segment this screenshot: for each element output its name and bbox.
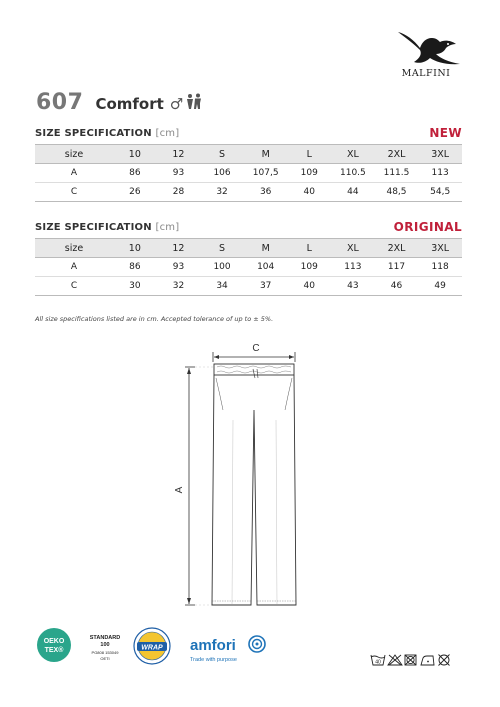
table-cell: 109 <box>287 164 331 183</box>
svg-text:OEKO: OEKO <box>43 638 65 645</box>
table-cell: A <box>35 164 113 183</box>
tumble-dry-icon <box>405 655 416 665</box>
table-cell: 26 <box>113 183 157 202</box>
table-cell: 118 <box>418 258 462 277</box>
table-cell: 44 <box>331 183 375 202</box>
table-cell: 40 <box>287 183 331 202</box>
table-cell: 106 <box>200 164 244 183</box>
table-cell: 28 <box>157 183 201 202</box>
header-cell: XL <box>331 145 375 164</box>
header-cell: 3XL <box>418 145 462 164</box>
table-cell: 32 <box>157 277 201 296</box>
spec-section-new <box>35 126 462 202</box>
table-cell: 86 <box>113 258 157 277</box>
header-cell: 10 <box>113 145 157 164</box>
header-cell: 10 <box>113 239 157 258</box>
table-cell: A <box>35 258 113 277</box>
kids-icon <box>185 93 203 113</box>
header-cell: 3XL <box>418 239 462 258</box>
dimension-a-label: A <box>174 486 185 494</box>
header-cell: M <box>244 145 288 164</box>
table-cell: 43 <box>331 277 375 296</box>
no-bleach-icon <box>388 655 402 665</box>
table-header-row <box>35 239 462 258</box>
header-cell: XL <box>331 239 375 258</box>
table-row <box>35 277 462 296</box>
table-cell: 109 <box>287 258 331 277</box>
table-row <box>35 258 462 277</box>
table-cell: 54,5 <box>418 183 462 202</box>
unit-label: [cm] <box>155 128 180 139</box>
table-cell: 48,5 <box>375 183 419 202</box>
table-header-row <box>35 145 462 164</box>
header-cell: 2XL <box>375 145 419 164</box>
table-cell: 111.5 <box>375 164 419 183</box>
table-cell: 100 <box>200 258 244 277</box>
table-cell: 37 <box>244 277 288 296</box>
iron-low-icon <box>421 656 434 665</box>
eagle-icon <box>396 28 464 68</box>
svg-text:STANDARD: STANDARD <box>89 635 121 641</box>
brand-logo <box>386 28 466 83</box>
svg-text:100: 100 <box>100 642 110 648</box>
section-label: SIZE SPECIFICATION [cm] <box>35 222 180 233</box>
no-dry-clean-icon <box>439 655 450 666</box>
svg-text:OETI: OETI <box>100 656 110 661</box>
header-cell: 2XL <box>375 239 419 258</box>
table-cell: 49 <box>418 277 462 296</box>
header-cell: M <box>244 239 288 258</box>
status-label-original: ORIGINAL <box>393 220 462 234</box>
certifications-bar <box>35 625 465 675</box>
trousers-diagram <box>165 340 335 620</box>
table-cell: 113 <box>418 164 462 183</box>
male-icon: ♂ <box>169 95 184 113</box>
table-cell: 34 <box>200 277 244 296</box>
product-code: 607 <box>36 90 84 115</box>
svg-text:amfori: amfori <box>190 637 236 654</box>
amfori-logo <box>190 636 265 663</box>
table-cell: 86 <box>113 164 157 183</box>
spec-section-original <box>35 220 462 296</box>
product-title <box>36 90 203 118</box>
table-row <box>35 183 462 202</box>
table-cell: C <box>35 183 113 202</box>
header-cell: S <box>200 239 244 258</box>
table-cell: 40 <box>287 277 331 296</box>
table-cell: 104 <box>244 258 288 277</box>
header-cell: 12 <box>157 145 201 164</box>
svg-text:TEX®: TEX® <box>44 647 64 654</box>
wrap-logo <box>134 628 170 664</box>
table-cell: 46 <box>375 277 419 296</box>
dimension-c-label: C <box>252 343 260 354</box>
table-cell: 93 <box>157 258 201 277</box>
svg-text:WRAP: WRAP <box>141 644 163 652</box>
oeko-tex-logo <box>37 628 120 662</box>
unit-label: [cm] <box>155 222 180 233</box>
header-cell: L <box>287 145 331 164</box>
table-cell: 117 <box>375 258 419 277</box>
table-cell: 30 <box>113 277 157 296</box>
header-cell: size <box>35 239 113 258</box>
table-cell: 107,5 <box>244 164 288 183</box>
status-label-new: NEW <box>429 126 462 140</box>
size-table-new <box>35 144 462 202</box>
table-cell: 113 <box>331 258 375 277</box>
table-cell: C <box>35 277 113 296</box>
header-cell: L <box>287 239 331 258</box>
header-cell: size <box>35 145 113 164</box>
brand-name: MALFINI <box>401 68 451 79</box>
svg-text:40: 40 <box>375 659 381 666</box>
table-cell: 36 <box>244 183 288 202</box>
table-cell: 110.5 <box>331 164 375 183</box>
wash-40-icon <box>371 655 385 666</box>
section-label: SIZE SPECIFICATION [cm] <box>35 128 180 139</box>
header-cell: S <box>200 145 244 164</box>
table-cell: 32 <box>200 183 244 202</box>
table-row <box>35 164 462 183</box>
product-name: Comfort <box>95 95 164 113</box>
header-cell: 12 <box>157 239 201 258</box>
size-table-original <box>35 238 462 296</box>
svg-text:Trade with purpose: Trade with purpose <box>190 657 237 663</box>
table-cell: 93 <box>157 164 201 183</box>
tolerance-note: All size specifications listed are in cm. Accepted tolerance of up to ± 5%. <box>35 315 274 323</box>
svg-text:PG808 153049: PG808 153049 <box>91 650 119 655</box>
